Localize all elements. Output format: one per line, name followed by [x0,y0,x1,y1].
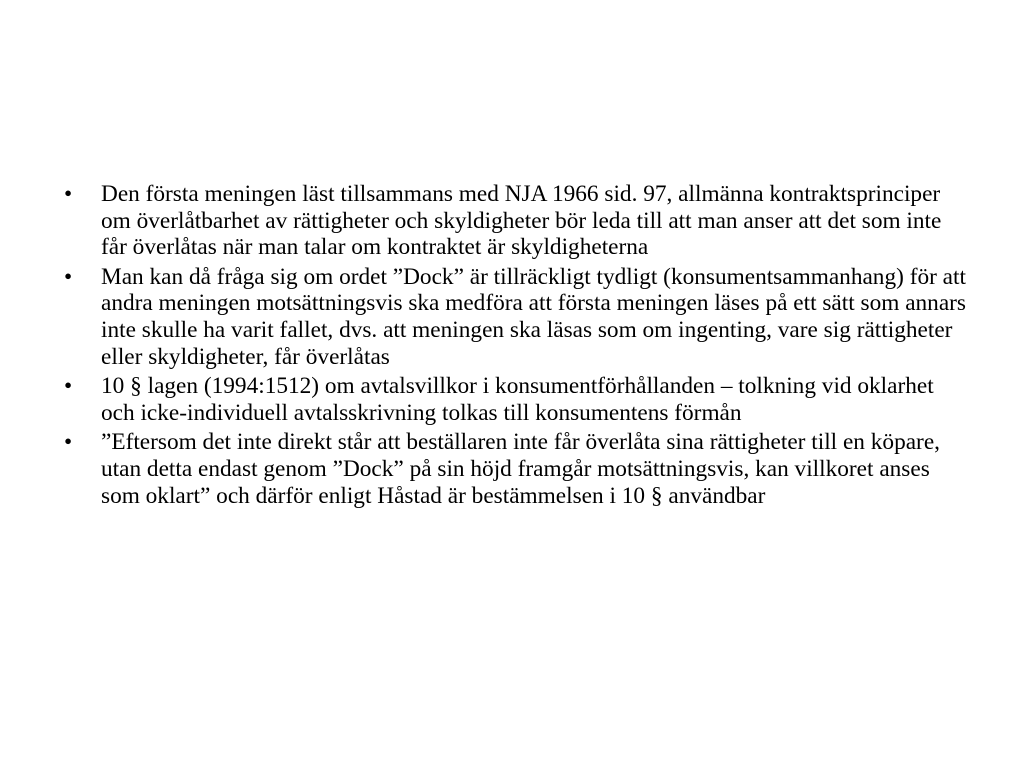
bullet-item [64,373,969,426]
bullet-text: Den första meningen läst tillsammans med NJA 1966 sid. 97, allmänna kontraktsprinciper om överlåtbarhet av rättigheter och skyldigheter bör leda till att man anser att det som inte får överlåtas när man talar om kontraktet är skyldigheterna [101,181,942,261]
bullet-icon: • [64,373,73,400]
bullet-text: ”Eftersom det inte direkt står att beställaren inte får överlåta sina rättigheter till en köpare, utan detta endast genom ”Dock” på sin höjd framgår motsättningsvis, kan villkoret anses som oklart” och därför enligt Håstad är bestämmelsen i 10 § användbar [101,429,940,509]
bullet-text: Man kan då fråga sig om ordet ”Dock” är tillräckligt tydligt (konsumentsammanhang) för att andra meningen motsättningsvis ska medföra att första meningen läses på ett sätt som annars inte skulle ha varit fallet, dvs. att meningen ska läsas som om ingenting, vare sig rättigheter eller skyldigheter, får överlåtas [101,263,966,370]
bullet-item [64,181,969,261]
bullet-icon: • [64,181,73,207]
bullet-text: 10 § lagen (1994:1512) om avtalsvillkor i konsumentförhållanden – tolkning vid oklarhet och icke-individuell avtalsskrivning tolkas till konsumentens förmån [101,373,934,426]
bullet-item [64,264,969,370]
bullet-icon: • [64,263,73,290]
bullet-icon: • [64,429,73,456]
bullet-item [64,429,969,509]
bullet-list [64,181,969,512]
